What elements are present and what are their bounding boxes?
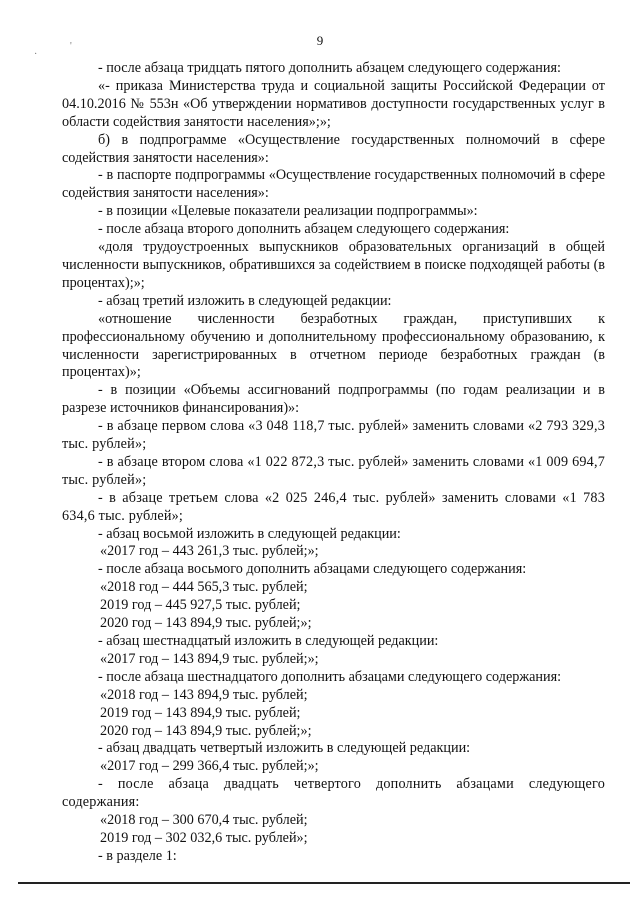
paragraph: - в абзаце втором слова «1 022 872,3 тыс. рублей» заменить словами «1 009 694,7 тыс. рублей»; [62,453,605,488]
paragraph: - после абзаца тридцать пятого дополнить абзацем следующего содержания: [98,60,561,76]
paragraph: - абзац шестнадцатый изложить в следующей редакции: [98,633,439,649]
paragraph: - в позиции «Целевые показатели реализации подпрограммы»: [98,203,478,220]
paragraph: - в абзаце первом слова «3 048 118,7 тыс. рублей» заменить словами «2 793 329,3 тыс. рублей»; [62,418,605,453]
paragraph: б) в подпрограмме «Осуществление государственных полномочий в сфере содействия занятости населения»: [62,131,605,166]
paragraph: «2017 год – 143 894,9 тыс. рублей;»; [100,650,319,667]
paragraph: 2019 год – 445 927,5 тыс. рублей; [100,597,301,614]
paragraph: - абзац двадцать четвертый изложить в следующей редакции: [98,740,471,757]
paragraph: «доля трудоустроенных выпускников образовательных организаций в общей численности выпускников, обратившихся за содействием в поиске подходящей работы (в процентах);»; [62,239,605,291]
paragraph: «2018 год – 444 565,3 тыс. рублей; [100,579,308,596]
paragraph: - после абзаца двадцать четвертого дополнить абзацами следующего содержания: [62,776,605,811]
paragraph: «- приказа Министерства труда и социальной защиты Российской Федерации от 04.10.2016 № 553н «Об утверждении нормативов доступности государственных услуг в области содействия занятости населения»;»; [62,77,605,130]
document-body [62,60,605,866]
paragraph: - после абзаца второго дополнить абзацем следующего содержания: [98,221,510,238]
paragraph: 2019 год – 302 032,6 тыс. рублей»; [100,829,308,846]
paragraph: «2018 год – 143 894,9 тыс. рублей; [100,686,308,703]
margin-mark: · [34,49,38,60]
paragraph: «2017 год – 299 366,4 тыс. рублей;»; [100,758,319,775]
paragraph: «2017 год – 443 261,3 тыс. рублей;»; [100,543,319,560]
paragraph: 2020 год – 143 894,9 тыс. рублей;»; [100,615,312,632]
paragraph: - абзац восьмой изложить в следующей редакции: [98,525,401,542]
bottom-rule [18,882,630,884]
page-number: 9 [316,33,324,48]
margin-mark: ' [70,41,72,52]
paragraph: «2018 год – 300 670,4 тыс. рублей; [100,812,308,829]
paragraph: - в позиции «Объемы ассигнований подпрограммы (по годам реализации и в разрезе источников финансирования)»: [62,382,605,417]
paragraph: «отношение численности безработных граждан, приступивших к профессиональному обучению и дополнительному профессиональному образованию, к численности зарегистрированных в отчетном периоде безработных граждан (в процентах)»; [62,310,605,381]
paragraph: 2019 год – 143 894,9 тыс. рублей; [100,704,301,721]
paragraph: - в абзаце третьем слова «2 025 246,4 тыс. рублей» заменить словами «1 783 634,6 тыс. рублей»; [62,489,605,524]
paragraph: - после абзаца восьмого дополнить абзацами следующего содержания: [98,561,527,578]
paragraph: - в паспорте подпрограммы «Осуществление государственных полномочий в сфере содействия занятости населения»: [62,167,605,202]
paragraph: - после абзаца шестнадцатого дополнить абзацами следующего содержания: [98,668,562,685]
paragraph: - абзац третий изложить в следующей редакции: [98,292,392,309]
paragraph: - в разделе 1: [98,847,177,864]
paragraph: 2020 год – 143 894,9 тыс. рублей;»; [100,722,312,739]
